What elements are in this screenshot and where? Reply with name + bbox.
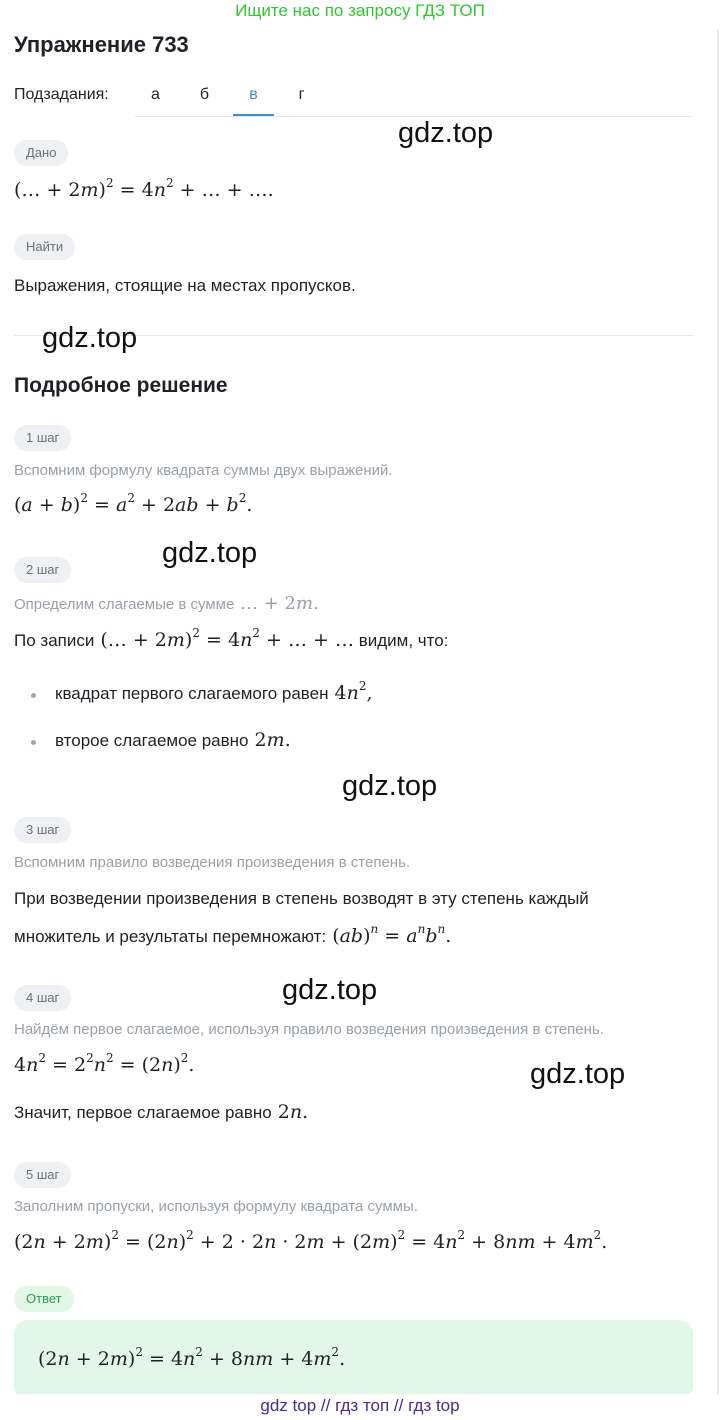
subtab-v-active[interactable]: в xyxy=(249,86,258,103)
subtab-b[interactable]: б xyxy=(199,86,210,103)
step-5-formula: $(2n + 2m)^2 = (2n)^2 + 2 \cdot 2n \cdot 2m + (2m)^2 = 4n^2 + 8nm + 4m^2$. xyxy=(14,1228,608,1253)
answer-formula: $(2n + 2m)^2 = 4n^2 + 8nm + 4m^2$. xyxy=(38,1345,346,1370)
step-2-hint: Определим слагаемые в сумме … + 2m. xyxy=(14,593,319,614)
watermark: gdz.top xyxy=(282,974,378,1006)
watermark: gdz.top xyxy=(398,117,494,149)
step-2-chip: 2 шаг xyxy=(14,557,71,583)
step-3-chip: 3 шаг xyxy=(14,817,71,843)
step-1-formula: $(a + b)^2 = a^2 + 2ab + b^2$. xyxy=(14,491,253,516)
subtab-a[interactable]: а xyxy=(151,86,160,103)
find-chip: Найти xyxy=(14,234,75,260)
subtab-g[interactable]: г xyxy=(298,86,305,103)
step-2-bullet-1: квадрат первого слагаемого равен $4n^2$, xyxy=(55,679,373,704)
step-2-statement: По записи (… + $2m)^2 = 4n^2$ + … + … видим, что: xyxy=(14,626,449,651)
page-edge-divider xyxy=(717,30,719,1420)
step-1-hint: Вспомним формулу квадрата суммы двух выражений. xyxy=(14,462,393,479)
step-4-hint: Найдём первое слагаемое, используя правило возведения произведения в степень. xyxy=(14,1021,604,1038)
watermark: gdz.top xyxy=(162,537,258,569)
watermark: gdz.top xyxy=(42,322,138,354)
answer-chip: Ответ xyxy=(14,1286,74,1312)
step-3-rule-line-2: множитель и результаты перемножают: $(ab)^n = a^nb^n$. xyxy=(14,922,452,947)
step-3-hint: Вспомним правило возведения произведения в степень. xyxy=(14,854,411,871)
step-2-bullet-2: второе слагаемое равно 2m. xyxy=(55,729,291,751)
bullet-marker xyxy=(31,740,36,745)
given-formula: (… + $2m)^2 = 4n^2$ + … + …. xyxy=(14,176,274,201)
step-4-formula: $4n^2 = 2^2n^2 = (2n)^2$. xyxy=(14,1051,195,1076)
step-5-hint: Заполним пропуски, используя формулу квадрата суммы. xyxy=(14,1198,418,1215)
watermark: gdz.top xyxy=(530,1058,626,1090)
active-subtab-indicator xyxy=(233,114,274,116)
step-1-chip: 1 шаг xyxy=(14,425,71,451)
given-chip: Дано xyxy=(14,140,68,166)
watermark: gdz.top xyxy=(342,770,438,802)
find-text: Выражения, стоящие на местах пропусков. xyxy=(14,276,356,295)
step-5-chip: 5 шаг xyxy=(14,1162,71,1188)
step-3-rule-line-1: При возведении произведения в степень возводят в эту степень каждый xyxy=(14,889,589,908)
step-4-chip: 4 шаг xyxy=(14,985,71,1011)
step-4-conclusion: Значит, первое слагаемое равно 2n. xyxy=(14,1101,309,1123)
footer-links[interactable]: gdz top // гдз топ // гдз top xyxy=(0,1394,720,1420)
subtasks-label: Подзадания: xyxy=(14,86,109,103)
search-banner: Ищите нас по запросу ГДЗ ТОП xyxy=(235,1,485,20)
bullet-marker xyxy=(31,693,36,698)
page-title: Упражнение 733 xyxy=(14,32,189,57)
solution-title: Подробное решение xyxy=(14,374,228,397)
